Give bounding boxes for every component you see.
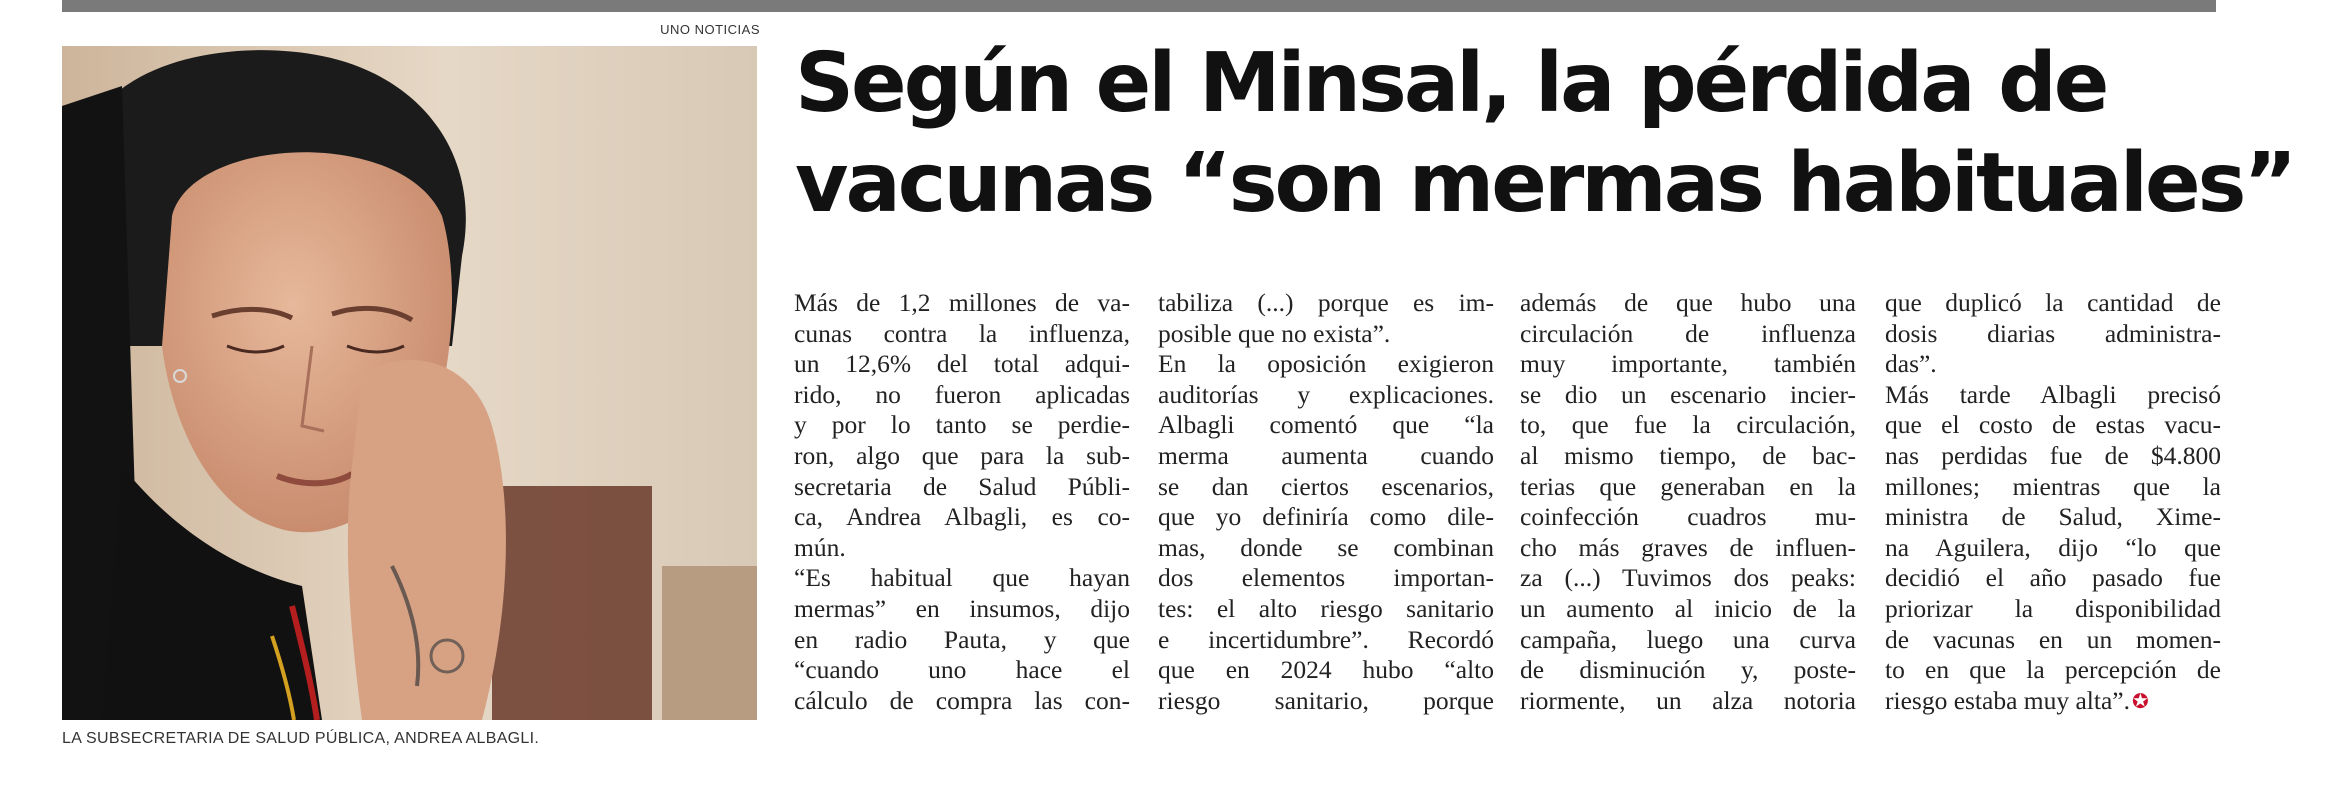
text-line: de disminución y, poste- xyxy=(1520,655,1856,685)
text-line: riormente, un alza notoria xyxy=(1520,685,1856,715)
text-line: to, que fue la circulación, xyxy=(1520,410,1856,440)
article-column-2 xyxy=(1158,288,1494,716)
text-line: ron, algo que para la sub- xyxy=(794,440,1130,470)
text-line: decidió el año pasado fue xyxy=(1885,563,2221,593)
text-line-content: riesgo estaba muy alta”. xyxy=(1885,685,2130,715)
text-line: que duplicó la cantidad de xyxy=(1885,288,2221,317)
text-line: millones; mientras que la xyxy=(1885,471,2221,501)
text-line: que yo definiría como dile- xyxy=(1158,502,1494,532)
text-line: un aumento al inicio de la xyxy=(1520,593,1856,623)
text-line: tabiliza (...) porque es im- xyxy=(1158,288,1494,317)
text-line: y por lo tanto se perdie- xyxy=(794,410,1130,440)
text-line: que el costo de estas vacu- xyxy=(1885,410,2221,440)
text-line: e incertidumbre”. Recordó xyxy=(1158,624,1494,654)
headline-line-1: Según el Minsal, la pérdida de xyxy=(795,36,2107,131)
text-line: Albagli comentó que “la xyxy=(1158,410,1494,440)
text-line: campaña, luego una curva xyxy=(1520,624,1856,654)
text-line: cálculo de compra las con- xyxy=(794,685,1130,715)
text-line: terias que generaban en la xyxy=(1520,471,1856,501)
text-line: nas perdidas fue de $4.800 xyxy=(1885,440,2221,470)
end-of-article-icon: ✪ xyxy=(2132,688,2149,713)
text-line: za (...) Tuvimos dos peaks: xyxy=(1520,563,1856,593)
text-line: circulación de influenza xyxy=(1520,318,1856,348)
text-line: dosis diarias administra- xyxy=(1885,318,2221,348)
article-column-3 xyxy=(1520,288,1856,716)
text-line: riesgo sanitario, porque xyxy=(1158,685,1494,715)
text-line: además de que hubo una xyxy=(1520,288,1856,317)
text-line: ca, Andrea Albagli, es co- xyxy=(794,502,1130,532)
text-line: se dio un escenario incier- xyxy=(1520,379,1856,409)
text-line: que en 2024 hubo “alto xyxy=(1158,655,1494,685)
text-line: se dan ciertos escenarios, xyxy=(1158,471,1494,501)
article-column-4 xyxy=(1885,288,2221,716)
headline-line-2: vacunas “son mermas habituales” xyxy=(795,136,2295,231)
text-line: posible que no exista”. xyxy=(1158,318,1391,348)
text-line: secretaria de Salud Públi- xyxy=(794,471,1130,501)
text-line: cunas contra la influenza, xyxy=(794,318,1130,348)
top-rule xyxy=(62,0,2216,12)
text-line: Más de 1,2 millones de va- xyxy=(794,288,1130,317)
text-line: “cuando uno hace el xyxy=(794,655,1130,685)
text-line: En la oposición exigieron xyxy=(1158,349,1494,379)
article-photo xyxy=(62,46,757,720)
text-line: al mismo tiempo, de bac- xyxy=(1520,440,1856,470)
text-line: das”. xyxy=(1885,349,1937,379)
text-line: mún. xyxy=(794,532,846,562)
text-line: dos elementos importan- xyxy=(1158,563,1494,593)
text-line: rido, no fueron aplicadas xyxy=(794,379,1130,409)
text-line: un 12,6% del total adqui- xyxy=(794,349,1130,379)
text-line: auditorías y explicaciones. xyxy=(1158,379,1494,409)
headline xyxy=(795,34,2295,234)
text-line: cho más graves de influen- xyxy=(1520,532,1856,562)
text-line: de vacunas en un momen- xyxy=(1885,624,2221,654)
text-line-last xyxy=(1885,686,2221,717)
text-line: ministra de Salud, Xime- xyxy=(1885,502,2221,532)
text-line: priorizar la disponibilidad xyxy=(1885,593,2221,623)
text-line: “Es habitual que hayan xyxy=(794,563,1130,593)
photo-caption: LA SUBSECRETARIA DE SALUD PÚBLICA, ANDREA ALBAGLI. xyxy=(62,730,540,747)
text-line: merma aumenta cuando xyxy=(1158,440,1494,470)
article-column-1 xyxy=(794,288,1130,716)
text-line: mermas” en insumos, dijo xyxy=(794,593,1130,623)
text-line: tes: el alto riesgo sanitario xyxy=(1158,593,1494,623)
photo-credit: UNO NOTICIAS xyxy=(660,22,760,37)
text-line: na Aguilera, dijo “lo que xyxy=(1885,532,2221,562)
text-line: muy importante, también xyxy=(1520,349,1856,379)
text-line: en radio Pauta, y que xyxy=(794,624,1130,654)
text-line: mas, donde se combinan xyxy=(1158,532,1494,562)
text-line: coinfección cuadros mu- xyxy=(1520,502,1856,532)
text-line: to en que la percepción de xyxy=(1885,655,2221,685)
text-line: Más tarde Albagli precisó xyxy=(1885,379,2221,409)
portrait-illustration xyxy=(62,46,757,720)
